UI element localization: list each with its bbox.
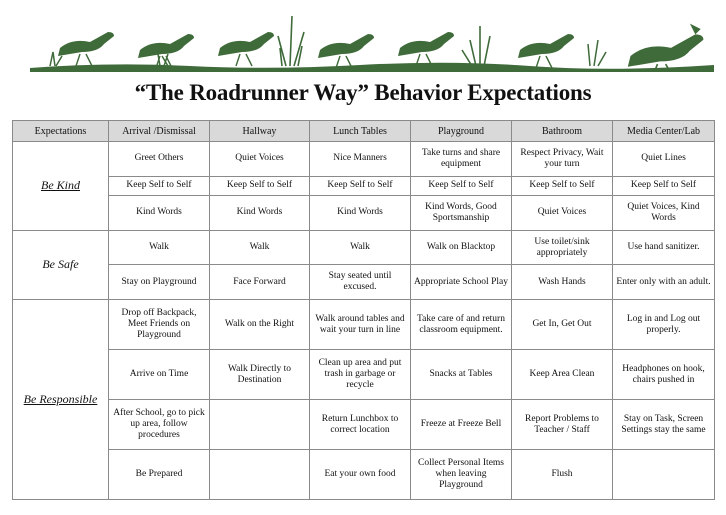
table-cell: Arrive on Time — [109, 350, 210, 400]
table-cell: Keep Self to Self — [310, 176, 411, 195]
table-cell: Kind Words — [109, 196, 210, 231]
table-row — [13, 450, 715, 500]
table-cell: Respect Privacy, Wait your turn — [512, 142, 613, 177]
table-cell — [210, 400, 310, 450]
category-label: Be Responsible — [23, 392, 98, 407]
category-be-safe — [13, 230, 109, 299]
table-cell: Greet Others — [109, 142, 210, 177]
table-cell: Wash Hands — [512, 265, 613, 300]
table-cell: Take turns and share equipment — [411, 142, 512, 177]
table-row — [13, 300, 715, 350]
table-cell: Keep Area Clean — [512, 350, 613, 400]
category-be-kind — [13, 142, 109, 231]
table-cell: Enter only with an adult. — [613, 265, 715, 300]
table-cell: Quiet Lines — [613, 142, 715, 177]
category-be-responsible — [13, 300, 109, 500]
table-cell: Kind Words — [310, 196, 411, 231]
table-cell: Freeze at Freeze Bell — [411, 400, 512, 450]
table-cell: Stay seated until excused. — [310, 265, 411, 300]
table-row — [13, 265, 715, 300]
table-cell: Take care of and return classroom equipment. — [411, 300, 512, 350]
table-cell: Appropriate School Play — [411, 265, 512, 300]
behavior-expectations-table — [12, 120, 715, 500]
header-arrival-dismissal: Arrival /Dismissal — [109, 121, 210, 142]
header-media-center-lab: Media Center/Lab — [613, 121, 715, 142]
table-cell: After School, go to pick up area, follow procedures — [109, 400, 210, 450]
table-header-row — [13, 121, 715, 142]
table-cell: Walk around tables and wait your turn in line — [310, 300, 411, 350]
roadrunner-banner — [30, 8, 714, 72]
table-cell: Clean up area and put trash in garbage or recycle — [310, 350, 411, 400]
table-cell: Drop off Backpack, Meet Friends on Playground — [109, 300, 210, 350]
table-cell: Keep Self to Self — [411, 176, 512, 195]
table-cell: Get In, Get Out — [512, 300, 613, 350]
table-row — [13, 142, 715, 177]
category-label: Be Kind — [41, 178, 80, 193]
table-cell: Log in and Log out properly. — [613, 300, 715, 350]
header-expectations: Expectations — [13, 121, 109, 142]
table-cell: Return Lunchbox to correct location — [310, 400, 411, 450]
table-cell: Keep Self to Self — [210, 176, 310, 195]
table-cell: Stay on Task, Screen Settings stay the same — [613, 400, 715, 450]
table-cell: Collect Personal Items when leaving Playground — [411, 450, 512, 500]
table-row — [13, 176, 715, 195]
table-cell: Walk on the Right — [210, 300, 310, 350]
table-cell: Walk — [310, 230, 411, 265]
table-cell: Keep Self to Self — [109, 176, 210, 195]
table-cell: Kind Words — [210, 196, 310, 231]
header-lunch-tables: Lunch Tables — [310, 121, 411, 142]
table-cell: Walk on Blacktop — [411, 230, 512, 265]
table-cell: Keep Self to Self — [613, 176, 715, 195]
category-label: Be Safe — [42, 257, 79, 272]
table-cell — [210, 450, 310, 500]
table-cell: Be Prepared — [109, 450, 210, 500]
table-cell: Keep Self to Self — [512, 176, 613, 195]
table-cell: Quiet Voices — [512, 196, 613, 231]
header-playground: Playground — [411, 121, 512, 142]
table-cell: Quiet Voices, Kind Words — [613, 196, 715, 231]
table-cell: Flush — [512, 450, 613, 500]
table-cell: Walk — [109, 230, 210, 265]
header-hallway: Hallway — [210, 121, 310, 142]
table-cell: Kind Words, Good Sportsmanship — [411, 196, 512, 231]
table-row — [13, 230, 715, 265]
table-cell: Eat your own food — [310, 450, 411, 500]
table-cell: Quiet Voices — [210, 142, 310, 177]
table-row — [13, 400, 715, 450]
table-cell: Use toilet/sink appropriately — [512, 230, 613, 265]
table-cell: Use hand sanitizer. — [613, 230, 715, 265]
table-cell: Walk Directly to Destination — [210, 350, 310, 400]
table-cell: Face Forward — [210, 265, 310, 300]
table-cell — [613, 450, 715, 500]
page-title: “The Roadrunner Way” Behavior Expectations — [134, 80, 592, 105]
table-cell: Headphones on hook, chairs pushed in — [613, 350, 715, 400]
table-row — [13, 350, 715, 400]
table-cell: Report Problems to Teacher / Staff — [512, 400, 613, 450]
table-cell: Nice Manners — [310, 142, 411, 177]
table-cell: Stay on Playground — [109, 265, 210, 300]
table-row — [13, 196, 715, 231]
header-bathroom: Bathroom — [512, 121, 613, 142]
table-cell: Walk — [210, 230, 310, 265]
table-cell: Snacks at Tables — [411, 350, 512, 400]
